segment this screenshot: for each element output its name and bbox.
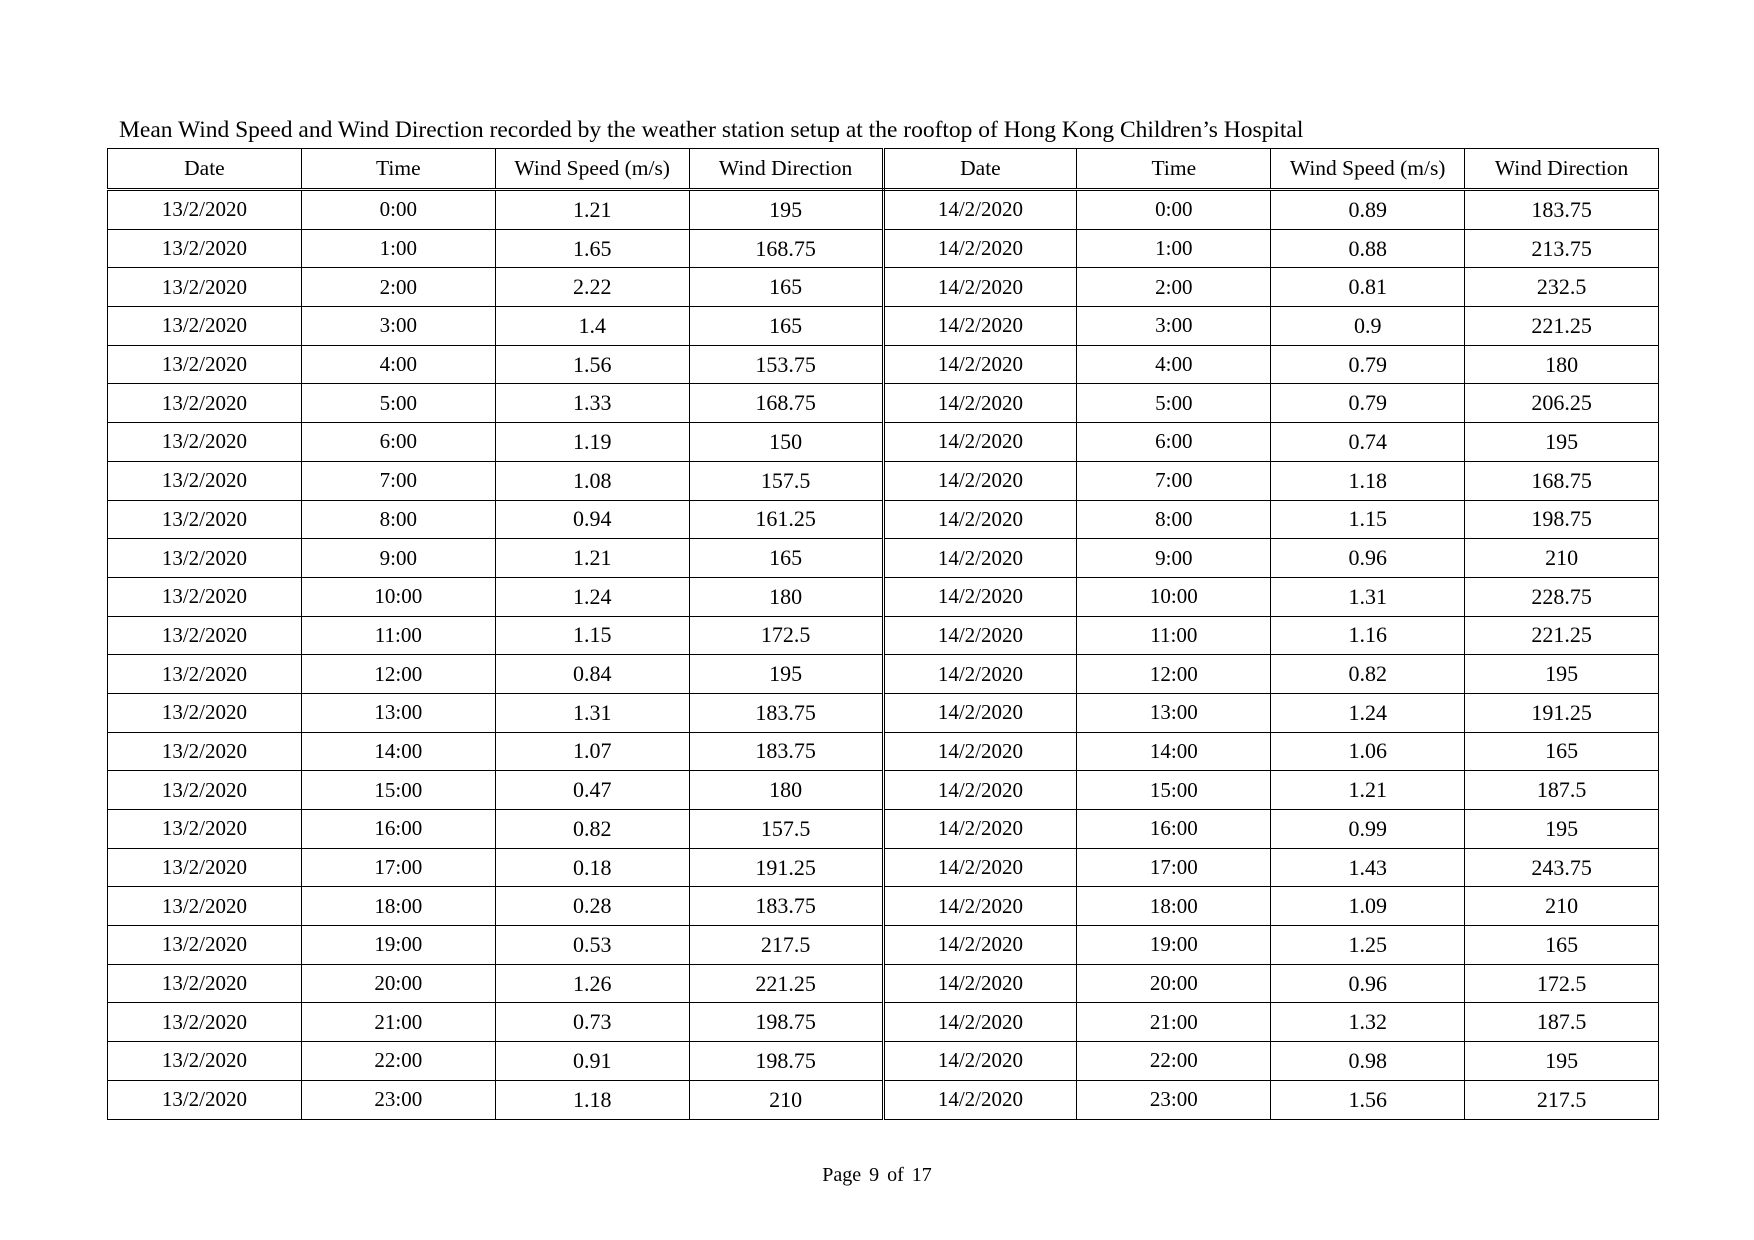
cell-time: 9:00 — [1077, 539, 1271, 578]
cell-date: 14/2/2020 — [883, 384, 1077, 423]
cell-wind-speed: 1.08 — [495, 461, 689, 500]
table-row — [108, 926, 1659, 965]
cell-wind-direction: 191.25 — [689, 848, 883, 887]
cell-wind-direction: 198.75 — [689, 1003, 883, 1042]
cell-time: 0:00 — [301, 190, 495, 230]
cell-date: 13/2/2020 — [108, 423, 302, 462]
cell-wind-speed: 1.31 — [495, 693, 689, 732]
cell-wind-direction: 221.25 — [1465, 616, 1659, 655]
cell-wind-direction: 150 — [689, 423, 883, 462]
table-row — [108, 423, 1659, 462]
cell-time: 7:00 — [1077, 461, 1271, 500]
cell-wind-speed: 0.99 — [1271, 810, 1465, 849]
cell-date: 13/2/2020 — [108, 926, 302, 965]
cell-date: 13/2/2020 — [108, 732, 302, 771]
table-row — [108, 1042, 1659, 1081]
cell-wind-direction: 195 — [1465, 810, 1659, 849]
cell-time: 19:00 — [301, 926, 495, 965]
cell-wind-speed: 1.21 — [1271, 771, 1465, 810]
cell-time: 23:00 — [301, 1080, 495, 1119]
cell-wind-speed: 1.43 — [1271, 848, 1465, 887]
cell-date: 14/2/2020 — [883, 539, 1077, 578]
cell-time: 22:00 — [1077, 1042, 1271, 1081]
cell-wind-direction: 157.5 — [689, 461, 883, 500]
table-body — [108, 190, 1659, 1120]
cell-wind-speed: 1.07 — [495, 732, 689, 771]
column-header-date: Date — [883, 149, 1077, 190]
table-row — [108, 1003, 1659, 1042]
cell-date: 14/2/2020 — [883, 1003, 1077, 1042]
cell-date: 14/2/2020 — [883, 345, 1077, 384]
cell-time: 15:00 — [301, 771, 495, 810]
cell-date: 14/2/2020 — [883, 1080, 1077, 1119]
cell-time: 13:00 — [1077, 693, 1271, 732]
column-header-wind-speed: Wind Speed (m/s) — [495, 149, 689, 190]
table-row — [108, 616, 1659, 655]
cell-wind-direction: 195 — [1465, 655, 1659, 694]
cell-date: 14/2/2020 — [883, 732, 1077, 771]
cell-time: 2:00 — [301, 268, 495, 307]
table-row — [108, 229, 1659, 268]
cell-time: 17:00 — [301, 848, 495, 887]
cell-wind-direction: 195 — [689, 655, 883, 694]
table-row — [108, 345, 1659, 384]
cell-wind-direction: 180 — [689, 771, 883, 810]
cell-wind-direction: 183.75 — [689, 732, 883, 771]
table-row — [108, 268, 1659, 307]
cell-date: 13/2/2020 — [108, 1003, 302, 1042]
table-row — [108, 539, 1659, 578]
column-header-date: Date — [108, 149, 302, 190]
cell-wind-speed: 1.15 — [1271, 500, 1465, 539]
cell-time: 12:00 — [1077, 655, 1271, 694]
cell-date: 13/2/2020 — [108, 810, 302, 849]
cell-time: 14:00 — [301, 732, 495, 771]
table-row — [108, 810, 1659, 849]
cell-wind-direction: 217.5 — [1465, 1080, 1659, 1119]
cell-wind-speed: 0.81 — [1271, 268, 1465, 307]
table-row — [108, 771, 1659, 810]
cell-date: 14/2/2020 — [883, 655, 1077, 694]
cell-wind-direction: 172.5 — [1465, 964, 1659, 1003]
cell-wind-direction: 157.5 — [689, 810, 883, 849]
column-header-wind-speed: Wind Speed (m/s) — [1271, 149, 1465, 190]
table-row — [108, 461, 1659, 500]
cell-wind-speed: 1.31 — [1271, 577, 1465, 616]
cell-wind-speed: 0.18 — [495, 848, 689, 887]
cell-time: 12:00 — [301, 655, 495, 694]
cell-wind-direction: 187.5 — [1465, 1003, 1659, 1042]
cell-wind-speed: 1.33 — [495, 384, 689, 423]
table-row — [108, 307, 1659, 346]
cell-wind-speed: 1.24 — [1271, 693, 1465, 732]
cell-wind-speed: 0.91 — [495, 1042, 689, 1081]
cell-wind-direction: 210 — [689, 1080, 883, 1119]
cell-time: 16:00 — [1077, 810, 1271, 849]
column-header-time: Time — [1077, 149, 1271, 190]
table-row — [108, 964, 1659, 1003]
cell-time: 3:00 — [1077, 307, 1271, 346]
table-row — [108, 1080, 1659, 1119]
cell-date: 14/2/2020 — [883, 926, 1077, 965]
page-of-label: of — [887, 1164, 904, 1186]
cell-wind-direction: 165 — [689, 539, 883, 578]
cell-wind-speed: 1.56 — [495, 345, 689, 384]
cell-date: 13/2/2020 — [108, 229, 302, 268]
cell-date: 14/2/2020 — [883, 964, 1077, 1003]
cell-date: 14/2/2020 — [883, 1042, 1077, 1081]
cell-time: 1:00 — [301, 229, 495, 268]
cell-wind-direction: 232.5 — [1465, 268, 1659, 307]
cell-wind-direction: 187.5 — [1465, 771, 1659, 810]
cell-time: 21:00 — [301, 1003, 495, 1042]
cell-date: 14/2/2020 — [883, 268, 1077, 307]
table-row — [108, 887, 1659, 926]
cell-time: 4:00 — [301, 345, 495, 384]
cell-wind-speed: 0.88 — [1271, 229, 1465, 268]
cell-date: 14/2/2020 — [883, 848, 1077, 887]
cell-time: 5:00 — [1077, 384, 1271, 423]
cell-wind-speed: 1.18 — [1271, 461, 1465, 500]
cell-wind-speed: 0.47 — [495, 771, 689, 810]
cell-wind-direction: 180 — [1465, 345, 1659, 384]
cell-wind-direction: 183.75 — [689, 887, 883, 926]
cell-wind-direction: 183.75 — [689, 693, 883, 732]
cell-wind-speed: 0.98 — [1271, 1042, 1465, 1081]
cell-wind-speed: 0.79 — [1271, 384, 1465, 423]
cell-time: 8:00 — [1077, 500, 1271, 539]
column-header-time: Time — [301, 149, 495, 190]
cell-wind-speed: 1.16 — [1271, 616, 1465, 655]
cell-date: 14/2/2020 — [883, 616, 1077, 655]
cell-wind-speed: 0.82 — [495, 810, 689, 849]
cell-wind-speed: 1.65 — [495, 229, 689, 268]
cell-wind-speed: 0.79 — [1271, 345, 1465, 384]
cell-date: 13/2/2020 — [108, 345, 302, 384]
cell-time: 19:00 — [1077, 926, 1271, 965]
cell-wind-speed: 1.21 — [495, 190, 689, 230]
cell-date: 13/2/2020 — [108, 1042, 302, 1081]
table-row — [108, 190, 1659, 230]
cell-date: 13/2/2020 — [108, 616, 302, 655]
cell-date: 13/2/2020 — [108, 771, 302, 810]
cell-wind-speed: 0.96 — [1271, 539, 1465, 578]
table-row — [108, 732, 1659, 771]
cell-wind-speed: 0.9 — [1271, 307, 1465, 346]
cell-time: 18:00 — [301, 887, 495, 926]
cell-time: 10:00 — [301, 577, 495, 616]
cell-date: 13/2/2020 — [108, 655, 302, 694]
cell-wind-direction: 165 — [689, 268, 883, 307]
cell-date: 13/2/2020 — [108, 500, 302, 539]
cell-wind-direction: 191.25 — [1465, 693, 1659, 732]
cell-date: 13/2/2020 — [108, 384, 302, 423]
cell-wind-direction: 165 — [1465, 732, 1659, 771]
cell-wind-direction: 206.25 — [1465, 384, 1659, 423]
table-row — [108, 384, 1659, 423]
cell-date: 14/2/2020 — [883, 461, 1077, 500]
cell-time: 10:00 — [1077, 577, 1271, 616]
cell-wind-direction: 221.25 — [689, 964, 883, 1003]
cell-time: 11:00 — [1077, 616, 1271, 655]
cell-wind-speed: 1.24 — [495, 577, 689, 616]
cell-wind-direction: 198.75 — [1465, 500, 1659, 539]
cell-wind-speed: 1.4 — [495, 307, 689, 346]
cell-time: 14:00 — [1077, 732, 1271, 771]
cell-time: 20:00 — [1077, 964, 1271, 1003]
cell-time: 23:00 — [1077, 1080, 1271, 1119]
cell-wind-speed: 0.96 — [1271, 964, 1465, 1003]
cell-wind-speed: 1.15 — [495, 616, 689, 655]
cell-time: 8:00 — [301, 500, 495, 539]
page-footer — [0, 1164, 1754, 1187]
cell-date: 14/2/2020 — [883, 423, 1077, 462]
cell-date: 13/2/2020 — [108, 539, 302, 578]
column-header-wind-direction: Wind Direction — [689, 149, 883, 190]
cell-date: 13/2/2020 — [108, 1080, 302, 1119]
cell-time: 21:00 — [1077, 1003, 1271, 1042]
cell-wind-speed: 0.53 — [495, 926, 689, 965]
cell-time: 4:00 — [1077, 345, 1271, 384]
table-row — [108, 693, 1659, 732]
cell-date: 14/2/2020 — [883, 771, 1077, 810]
cell-date: 13/2/2020 — [108, 887, 302, 926]
cell-wind-speed: 0.28 — [495, 887, 689, 926]
cell-wind-direction: 195 — [689, 190, 883, 230]
cell-wind-speed: 1.09 — [1271, 887, 1465, 926]
cell-wind-direction: 228.75 — [1465, 577, 1659, 616]
cell-wind-speed: 1.26 — [495, 964, 689, 1003]
cell-time: 11:00 — [301, 616, 495, 655]
table-caption: Mean Wind Speed and Wind Direction recorded by the weather station setup at the rooftop of Hong Kong Children’s Hospital — [119, 117, 1304, 143]
cell-wind-speed: 2.22 — [495, 268, 689, 307]
cell-wind-speed: 1.18 — [495, 1080, 689, 1119]
cell-date: 13/2/2020 — [108, 268, 302, 307]
cell-time: 13:00 — [301, 693, 495, 732]
cell-date: 13/2/2020 — [108, 307, 302, 346]
cell-wind-speed: 0.73 — [495, 1003, 689, 1042]
cell-date: 13/2/2020 — [108, 190, 302, 230]
cell-wind-direction: 183.75 — [1465, 190, 1659, 230]
column-header-wind-direction: Wind Direction — [1465, 149, 1659, 190]
cell-wind-direction: 168.75 — [689, 229, 883, 268]
cell-time: 6:00 — [1077, 423, 1271, 462]
cell-wind-direction: 217.5 — [689, 926, 883, 965]
cell-wind-direction: 168.75 — [689, 384, 883, 423]
cell-wind-direction: 195 — [1465, 1042, 1659, 1081]
cell-date: 14/2/2020 — [883, 307, 1077, 346]
cell-wind-direction: 213.75 — [1465, 229, 1659, 268]
cell-wind-direction: 165 — [689, 307, 883, 346]
cell-time: 18:00 — [1077, 887, 1271, 926]
cell-time: 3:00 — [301, 307, 495, 346]
cell-wind-direction: 153.75 — [689, 345, 883, 384]
cell-date: 14/2/2020 — [883, 229, 1077, 268]
table-header-row — [108, 149, 1659, 190]
cell-wind-direction: 221.25 — [1465, 307, 1659, 346]
cell-wind-direction: 168.75 — [1465, 461, 1659, 500]
cell-time: 0:00 — [1077, 190, 1271, 230]
cell-date: 14/2/2020 — [883, 887, 1077, 926]
cell-time: 22:00 — [301, 1042, 495, 1081]
cell-date: 13/2/2020 — [108, 577, 302, 616]
page-label: Page — [822, 1164, 862, 1186]
cell-wind-direction: 195 — [1465, 423, 1659, 462]
cell-time: 5:00 — [301, 384, 495, 423]
cell-wind-speed: 1.25 — [1271, 926, 1465, 965]
cell-wind-speed: 1.21 — [495, 539, 689, 578]
cell-date: 13/2/2020 — [108, 848, 302, 887]
table-row — [108, 577, 1659, 616]
cell-time: 9:00 — [301, 539, 495, 578]
table-row — [108, 500, 1659, 539]
cell-date: 13/2/2020 — [108, 461, 302, 500]
cell-wind-speed: 0.84 — [495, 655, 689, 694]
cell-wind-speed: 1.56 — [1271, 1080, 1465, 1119]
cell-wind-speed: 0.89 — [1271, 190, 1465, 230]
cell-date: 14/2/2020 — [883, 500, 1077, 539]
cell-time: 2:00 — [1077, 268, 1271, 307]
cell-date: 14/2/2020 — [883, 190, 1077, 230]
cell-wind-direction: 180 — [689, 577, 883, 616]
cell-time: 7:00 — [301, 461, 495, 500]
table-row — [108, 655, 1659, 694]
cell-time: 20:00 — [301, 964, 495, 1003]
cell-wind-direction: 243.75 — [1465, 848, 1659, 887]
cell-wind-speed: 1.19 — [495, 423, 689, 462]
page-number: 9 — [869, 1164, 880, 1186]
cell-date: 14/2/2020 — [883, 810, 1077, 849]
cell-date: 14/2/2020 — [883, 693, 1077, 732]
cell-date: 14/2/2020 — [883, 577, 1077, 616]
cell-wind-direction: 210 — [1465, 887, 1659, 926]
page-total: 17 — [911, 1164, 932, 1186]
cell-wind-direction: 161.25 — [689, 500, 883, 539]
cell-time: 16:00 — [301, 810, 495, 849]
cell-wind-direction: 198.75 — [689, 1042, 883, 1081]
cell-wind-speed: 1.06 — [1271, 732, 1465, 771]
cell-wind-speed: 1.32 — [1271, 1003, 1465, 1042]
cell-wind-speed: 0.74 — [1271, 423, 1465, 462]
cell-wind-speed: 0.94 — [495, 500, 689, 539]
cell-wind-direction: 172.5 — [689, 616, 883, 655]
cell-date: 13/2/2020 — [108, 693, 302, 732]
cell-wind-speed: 0.82 — [1271, 655, 1465, 694]
cell-wind-direction: 165 — [1465, 926, 1659, 965]
cell-time: 1:00 — [1077, 229, 1271, 268]
cell-time: 15:00 — [1077, 771, 1271, 810]
wind-data-table — [107, 148, 1659, 1120]
table-row — [108, 848, 1659, 887]
cell-wind-direction: 210 — [1465, 539, 1659, 578]
cell-time: 17:00 — [1077, 848, 1271, 887]
cell-date: 13/2/2020 — [108, 964, 302, 1003]
cell-time: 6:00 — [301, 423, 495, 462]
